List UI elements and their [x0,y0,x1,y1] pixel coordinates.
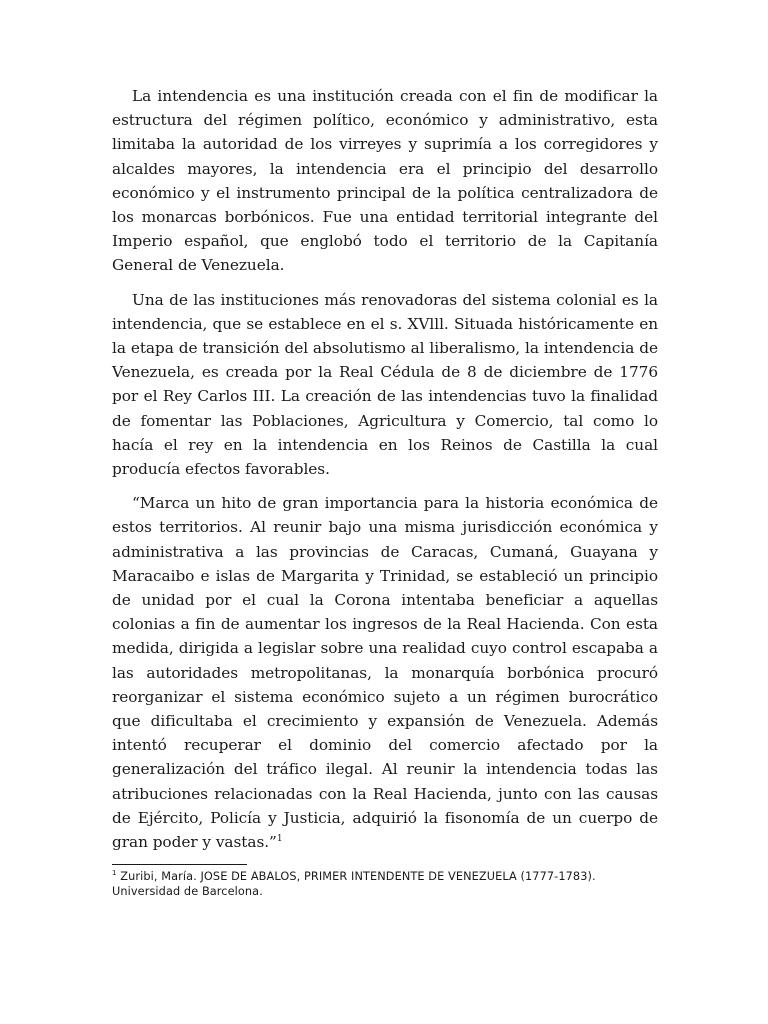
paragraph-1: La intendencia es una institución creada con el fin de modificar la estructura del régimen político, económico y administrativo, esta limitaba la autoridad de los virreyes y suprimía a los corregidores y alcaldes mayores, la intendencia era el principio del desarrollo económico y el instrumento principal de la política centralizadora de los monarcas borbónicos. Fue una entidad territorial integrante del Imperio español, que englobó todo el territorio de la Capitanía General de Venezuela. [112,87,658,275]
quote-text: “Marca un hito de gran importancia para la historia económica de estos territorios. Al reunir bajo una misma jurisdicción económica y administrativa a las provincias de Caracas, Cumaná, Guayana y Maracaibo e islas de Margarita y Trinidad, se estableció un principio de unidad por el cual la Corona intentaba beneficiar a aquellas colonias a fin de aumentar los ingresos de la Real Hacienda. Con esta medida, dirigida a legislar sobre una realidad cuyo control escapaba a las autoridades metropolitanas, la monarquía borbónica procuró reorganizar el sistema económico sujeto a un régimen burocrático que dificultaba el crecimiento y expansión de Venezuela. Además intentó recuperar el dominio del comercio afectado por la generalización del tráfico ilegal. Al reunir la intendencia todas las atribuciones relacionadas con la Real Hacienda, junto con las causas de Ejército, Policía y Justicia, adquirió la fisonomía de un cuerpo de gran poder y vastas.” [112,494,658,852]
paragraph-2: Una de las instituciones más renovadoras del sistema colonial es la intendencia, que se establece en el s. XVlll. Situada históricamente en la etapa de transición del absolutismo al liberalismo, la intendencia de Venezuela, es creada por la Real Cédula de 8 de diciembre de 1776 por el Rey Carlos III. La creación de las intendencias tuvo la finalidad de fomentar las Poblaciones, Agricultura y Comercio, tal como lo hacía el rey en la intendencia en los Reinos de Castilla la cual producía efectos favorables. [112,290,658,479]
footnote-divider [112,864,247,865]
footnote-reference[interactable]: 1 [276,834,283,844]
footnote [112,869,658,899]
footnote-number: 1 [112,869,117,878]
paragraph-3-quote [112,491,658,854]
footnote-text: Zuribi, María. JOSE DE ABALOS, PRIMER INTENDENTE DE VENEZUELA (1777-1783). Universidad de Barcelona. [112,870,596,899]
